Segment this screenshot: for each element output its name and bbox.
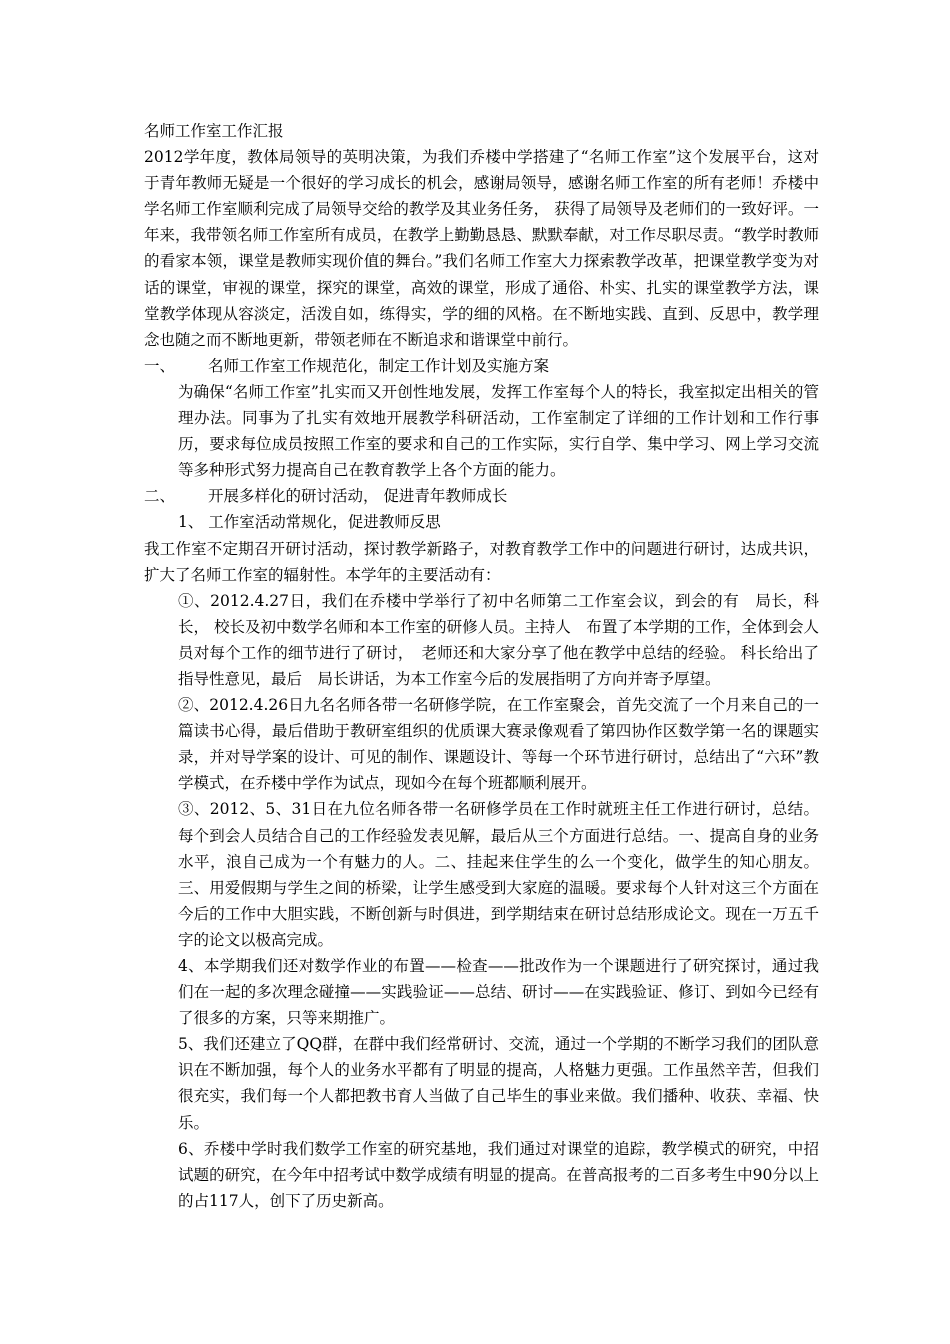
section-1-title: 名师工作室工作规范化，制定工作计划及实施方案 bbox=[208, 356, 550, 375]
section-1-heading bbox=[144, 353, 819, 379]
section-2-number: 二、 bbox=[144, 487, 176, 506]
document-title: 名师工作室工作汇报 bbox=[144, 122, 284, 140]
activity-item-1: ①、2012.4.27日，我们在乔楼中学举行了初中名师第二工作室会议，到会的有 局长，科长， 校长及初中数学名师和本工作室的研修人员。主持人 布置了本学期的工作，全体到会人员对每个工作的细节进行了研讨， 老师还和大家分享了他在教学中总结的经验。 科长给出了指导性意见，最后 局长讲话，为本工作室今后的发展指明了方向并寄予厚望。 bbox=[178, 591, 819, 688]
activity-item-6: 6、乔楼中学时我们数学工作室的研究基地，我们通过对课堂的追踪，教学模式的研究，中招试题的研究，在今年中招考试中数学成绩有明显的提高。在普高报考的二百多考生中90分以上的占117人，创下了历史新高。 bbox=[178, 1139, 819, 1210]
activity-item-3: ③、2012、5、31日在九位名师各带一名研修学员在工作时就班主任工作进行研讨，总结。每个到会人员结合自己的工作经验发表见解，最后从三个方面进行总结。一、提高自身的业务水平，浪自己成为一个有魅力的人。二、挂起来住学生的么一个变化，做学生的知心朋友。三、用爱假期与学生之间的桥梁，让学生感受到大家庭的温暖。要求每个人针对这三个方面在今后的工作中大胆实践，不断创新与时俱进，到学期结束在研讨总结形成论文。现在一万五千字的论文以极高完成。 bbox=[178, 800, 819, 949]
section-1-number: 一、 bbox=[144, 356, 176, 375]
document-page bbox=[144, 118, 819, 1214]
section-1-body: 为确保“名师工作室”扎实而又开创性地发展，发挥工作室每个人的特长，我室拟定出相关的管理办法。同事为了扎实有效地开展教学科研活动，工作室制定了详细的工作计划和工作行事历，要求每位成员按照工作室的要求和自己的工作实际，实行自学、集中学习、网上学习交流等多种形式努力提高自己在教育教学上各个方面的能力。 bbox=[178, 382, 819, 480]
section-2-subheading: 1、 工作室活动常规化，促进教师反思 bbox=[178, 513, 441, 532]
intro-paragraph: 2012学年度，教体局领导的英明决策，为我们乔楼中学搭建了“名师工作室”这个发展平台，这对于青年教师无疑是一个很好的学习成长的机会，感谢局领导，感谢名师工作室的所有老师！乔楼中学名师工作室顺利完成了局领导交给的教学及其业务任务， 获得了局领导及老师们的一致好评。一年来，我带领名师工作室所有成员，在教学上勤勤恳恳、默默奉献，对工作尽职尽责。“教学时教师的看家本领，课堂是教师实现价值的舞台。”我们名师工作室大力探索教学改革，把课堂教学变为对话的课堂，审视的课堂，探究的课堂，高效的课堂，形成了通俗、朴实、扎实的课堂教学方法，课堂教学体现从容淡定，活泼自如，练得实，学的细的风格。在不断地实践、直到、反思中，教学理念也随之而不断地更新，带领老师在不断追求和谐课堂中前行。 bbox=[144, 148, 819, 349]
activity-item-5: 5、我们还建立了QQ群，在群中我们经常研讨、交流，通过一个学期的不断学习我们的团队意识在不断加强，每个人的业务水平都有了明显的提高，人格魅力更强。工作虽然辛苦，但我们很充实，我们每一个人都把教书育人当做了自己毕生的事业来做。我们播种、收获、幸福、快乐。 bbox=[178, 1035, 819, 1132]
activity-item-4: 4、本学期我们还对数学作业的布置——检查——批改作为一个课题进行了研究探讨，通过我们在一起的多次理念碰撞——实践验证——总结、研讨——在实践验证、修订、到如今已经有了很多的方案，只等来期推广。 bbox=[178, 957, 819, 1028]
section-2-title: 开展多样化的研讨活动， 促进青年教师成长 bbox=[208, 487, 508, 506]
section-2-body: 我工作室不定期召开研讨活动，探讨教学新路子，对教育教学工作中的问题进行研讨，达成共识，扩大了名师工作室的辐射性。本学年的主要活动有： bbox=[144, 539, 819, 584]
activity-item-2: ②、2012.4.26日九名名师各带一名研修学院，在工作室聚会，首先交流了一个月来自己的一篇读书心得，最后借助于教研室组织的优质课大赛录像观看了第四协作区数学第一名的课题实录，并对导学案的设计、可见的制作、课题设计、等每一个环节进行研讨，总结出了“六环”教学模式，在乔楼中学作为试点，现如今在每个班都顺利展开。 bbox=[178, 696, 819, 793]
section-2-heading bbox=[144, 483, 819, 509]
